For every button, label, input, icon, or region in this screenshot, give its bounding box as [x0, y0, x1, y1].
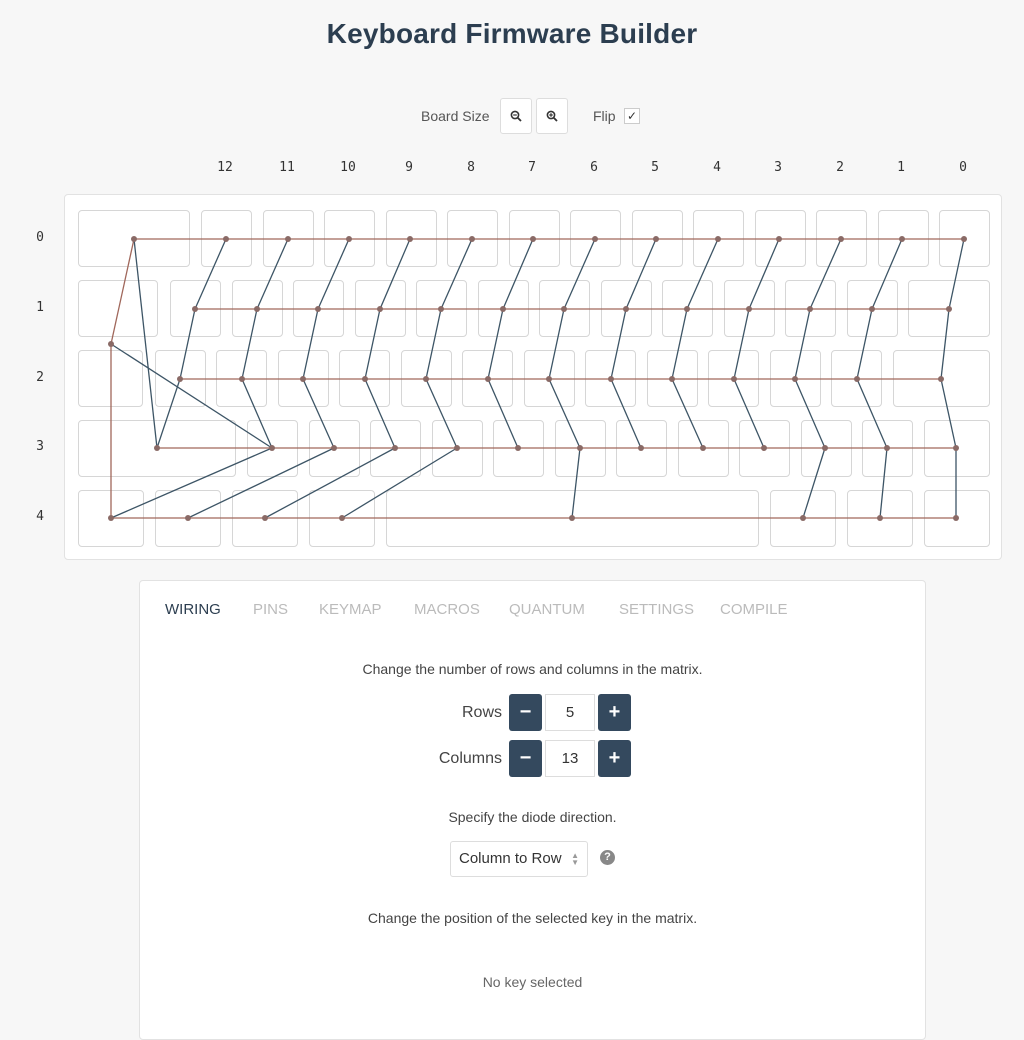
- key[interactable]: [847, 490, 913, 547]
- row-number: 0: [36, 230, 44, 245]
- column-number: 10: [340, 160, 356, 175]
- key[interactable]: [232, 490, 298, 547]
- row-number: 2: [36, 370, 44, 385]
- tab-wiring[interactable]: WIRING: [165, 601, 221, 618]
- key[interactable]: [632, 210, 683, 267]
- key[interactable]: [770, 350, 821, 407]
- key[interactable]: [462, 350, 513, 407]
- key[interactable]: [401, 350, 452, 407]
- key[interactable]: [770, 490, 836, 547]
- key[interactable]: [278, 350, 329, 407]
- key[interactable]: [78, 210, 190, 267]
- key[interactable]: [739, 420, 790, 477]
- tab-quantum[interactable]: QUANTUM: [509, 601, 585, 618]
- key[interactable]: [355, 280, 406, 337]
- key[interactable]: [232, 280, 283, 337]
- tab-keymap[interactable]: KEYMAP: [319, 601, 382, 618]
- key[interactable]: [78, 350, 143, 407]
- key[interactable]: [878, 210, 929, 267]
- key[interactable]: [509, 210, 560, 267]
- columns-input[interactable]: 13: [545, 740, 595, 777]
- column-number: 5: [651, 160, 659, 175]
- key[interactable]: [201, 210, 252, 267]
- zoom-in-button[interactable]: [536, 98, 568, 134]
- flip-label: Flip: [593, 108, 616, 124]
- diode-hint: Specify the diode direction.: [448, 809, 617, 825]
- column-number: 3: [774, 160, 782, 175]
- key[interactable]: [924, 420, 990, 477]
- key[interactable]: [585, 350, 636, 407]
- key[interactable]: [432, 420, 483, 477]
- row-number: 4: [36, 509, 44, 524]
- key[interactable]: [447, 210, 498, 267]
- key[interactable]: [78, 280, 158, 337]
- key[interactable]: [386, 490, 759, 547]
- diode-direction-value: Column to Row: [459, 850, 562, 867]
- key[interactable]: [862, 420, 913, 477]
- column-number: 9: [405, 160, 413, 175]
- column-number: 7: [528, 160, 536, 175]
- tab-macros[interactable]: MACROS: [414, 601, 480, 618]
- row-number: 3: [36, 439, 44, 454]
- key[interactable]: [416, 280, 467, 337]
- key[interactable]: [155, 490, 221, 547]
- matrix-hint: Change the number of rows and columns in the matrix.: [362, 661, 703, 677]
- key[interactable]: [601, 280, 652, 337]
- column-number: 11: [279, 160, 295, 175]
- columns-label: Columns: [438, 750, 502, 767]
- rows-input[interactable]: 5: [545, 694, 595, 731]
- diode-direction-select[interactable]: [450, 841, 588, 877]
- key[interactable]: [831, 350, 882, 407]
- key[interactable]: [293, 280, 344, 337]
- key[interactable]: [616, 420, 667, 477]
- key[interactable]: [893, 350, 990, 407]
- key[interactable]: [908, 280, 990, 337]
- key[interactable]: [785, 280, 836, 337]
- board-size-label: Board Size: [421, 108, 490, 124]
- column-number: 6: [590, 160, 598, 175]
- tab-settings[interactable]: SETTINGS: [619, 601, 695, 618]
- config-panel: [139, 580, 926, 1040]
- key[interactable]: [493, 420, 544, 477]
- key[interactable]: [370, 420, 421, 477]
- keyboard-layout: [64, 194, 1002, 560]
- key[interactable]: [247, 420, 298, 477]
- select-arrows-icon: ▲ ▼: [571, 851, 579, 867]
- column-number: 12: [217, 160, 233, 175]
- key[interactable]: [263, 210, 314, 267]
- key[interactable]: [570, 210, 621, 267]
- wire-node: [108, 341, 114, 347]
- key[interactable]: [678, 420, 729, 477]
- columns-increment-button[interactable]: +: [598, 740, 631, 777]
- rows-increment-button[interactable]: +: [598, 694, 631, 731]
- help-icon[interactable]: ?: [600, 850, 615, 865]
- key[interactable]: [386, 210, 437, 267]
- key[interactable]: [309, 490, 375, 547]
- key[interactable]: [339, 350, 390, 407]
- tab-pins[interactable]: PINS: [253, 601, 289, 618]
- zoom-out-icon: [510, 110, 522, 122]
- columns-decrement-button[interactable]: −: [509, 740, 542, 777]
- key[interactable]: [539, 280, 590, 337]
- rows-label: Rows: [461, 704, 502, 721]
- key[interactable]: [847, 280, 898, 337]
- no-key-selected-text: No key selected: [482, 974, 583, 990]
- column-number: 8: [467, 160, 475, 175]
- key[interactable]: [555, 420, 606, 477]
- key[interactable]: [924, 490, 990, 547]
- key[interactable]: [801, 420, 852, 477]
- key[interactable]: [708, 350, 759, 407]
- row-number: 1: [36, 300, 44, 315]
- column-number: 1: [897, 160, 905, 175]
- rows-decrement-button[interactable]: −: [509, 694, 542, 731]
- wire: [134, 239, 157, 448]
- key[interactable]: [170, 280, 221, 337]
- key[interactable]: [216, 350, 267, 407]
- flip-checkbox[interactable]: ✓: [624, 108, 640, 124]
- column-number: 4: [713, 160, 721, 175]
- key[interactable]: [816, 210, 867, 267]
- key[interactable]: [478, 280, 529, 337]
- tab-compile[interactable]: COMPILE: [720, 601, 788, 618]
- toolbar: [0, 98, 1024, 136]
- key[interactable]: [324, 210, 375, 267]
- key[interactable]: [78, 490, 144, 547]
- key[interactable]: [724, 280, 775, 337]
- column-number: 0: [959, 160, 967, 175]
- key[interactable]: [155, 350, 206, 407]
- zoom-in-icon: [546, 110, 558, 122]
- key[interactable]: [309, 420, 360, 477]
- key[interactable]: [693, 210, 744, 267]
- key[interactable]: [78, 420, 236, 477]
- key[interactable]: [755, 210, 806, 267]
- page-title: Keyboard Firmware Builder: [326, 18, 698, 49]
- key[interactable]: [647, 350, 698, 407]
- key[interactable]: [662, 280, 713, 337]
- column-number: 2: [836, 160, 844, 175]
- key[interactable]: [524, 350, 575, 407]
- position-hint: Change the position of the selected key in the matrix.: [367, 910, 698, 926]
- zoom-out-button[interactable]: [500, 98, 532, 134]
- key[interactable]: [939, 210, 990, 267]
